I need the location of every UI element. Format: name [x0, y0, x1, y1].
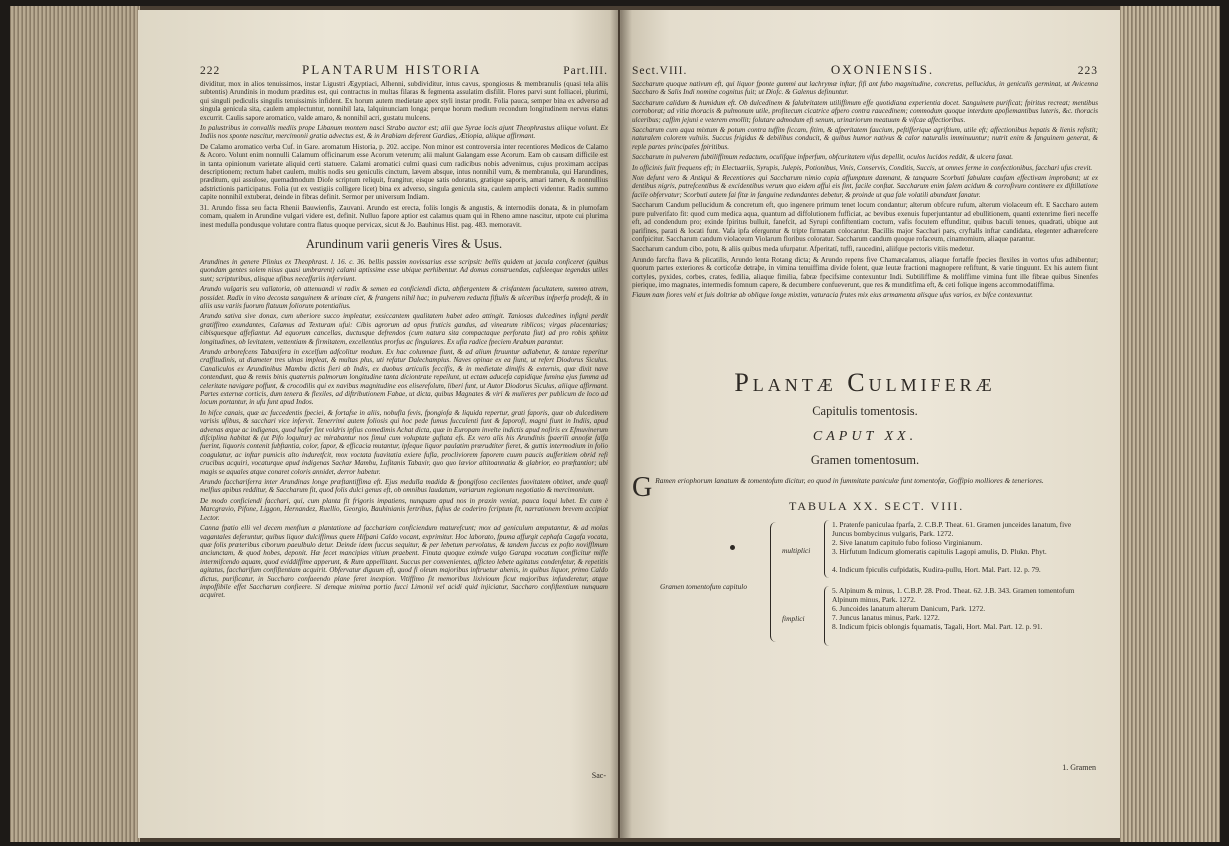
- list-item: 7. Juncus lanatus minus, Park. 1272.: [832, 612, 940, 622]
- chapter-title: Gramen tomentosum.: [810, 452, 920, 467]
- list-item: 2. Sive lanatum capitulo fubo folioso Virginianum.: [832, 537, 983, 547]
- chapter-intro: [632, 471, 1098, 503]
- paragraph: Arundo sativa sive donax, cum uberiore succo impleatur, exsiccantem qualitatem habet adeo attingit. Taniosas dulcedines infigni perdit gratiffimo exundantes, Calamus ad Texturam ufui: Cibis agrorum ad opus fruticis gandus, ad vinearum riblicos; virgas placentarias; cibisquesque affefiantur. Ad equorum cancellas, ductusque defrendos (cum natura sita compactaque perforata fiut) ad pro robis sphinx longitudines, ob levitatem, vettentiam & firmitatem, excellentius prorfus ac fingulares. Ex ufia radice fpeciem Arabum parantur.: [200, 312, 608, 346]
- paragraph: Arundo arborefcens Tabaxifera in excelfum adfcolitur modum. Ex hac columnae fiunt, & ad alium ftruuntur adlabetur, & tantae reperitur craffitudinis, ut diameter tres ulnas impleat, & multas plus, uti refatur Dalechampius. Naves opinae ex ea fiunt, ut refert Diodorus Siculus. Canaliculos ex Arundinibus Mambu dictis fieri ab Indis, ex duobus articulis feccifis, & in medietate dimifis & externis, quæ dixit nave contendunt, qua & remis binis quaternis palmorum longitudine tanta diciontrate repeilunt, ut ectam aducefa capidique fumina ejus fumma ad celeritate navigare poffunt, & crocodilis qui ex navibus magnitudine eos eliserefolum, liberi funt, ut Autor Diodorus Siculus, aliique affirmant. Partes externæ corticis, dum tenera & flexiles, ad diftributionem Fabae, ut dicta, quibus Magnates & viri & mulieres per publicum de loco ad locum portantur, in ufu funt apud Indos.: [200, 347, 608, 407]
- paragraph: dividitur, mox in alios tenuissimos, instar Ligustri Ægyptiaci, Alhenni, subdividitur, intus cavus, spongiosus & membranulis (quasi tela aliis subtentis) Arundinis in modum præditus est, qui contractus in multas filaras & fegmenta assulatim disfilit. Flores parvi sunt folliacei, plurimi, qui singuli pediculis singulis tenuissimis infident. Ex horum autem medietate apex styli instar prodit. Folia pauca, semper bina ex adverso ad singula geniculа sita, caulem amplectuntur, nonnihil lata, lalquinunciam longa; perque horum medium recondum longitudinem nervus elatus excurrit. Caulis sapore aromatico, valde amaro, & nonnihil acri, gustatu mulcens.: [200, 80, 608, 122]
- list-item: 6. Juncoides lanatum alterum Danicum, Park. 1272.: [832, 603, 986, 613]
- section-label: Sect.VIII.: [632, 65, 688, 77]
- paragraph: Arundines in genere Plinius ex Theophrast. l. 16. c. 36. bellis passim novissarius esse scripsit: bellis quidem ut jacula conficeret (quibus quondam gentes solem nisus quasi umbrarent) calami aptissime esse ubique perhibentur. Ad domus construendas, cafsleeque tegendas utiles sunt; scripturibus, alisque ufibus neceffariis inferviunt.: [200, 257, 608, 283]
- table-title: TABULA XX. SECT. VIII.: [788, 498, 965, 513]
- paragraph: In palustribus in convallis mediis prope Libanum montem nasci Strabo auctor est; alii que Syrae locis ajunt Theophrastus aliique volunt. Ex Indiis nos sponte nascitur, mercimonii gratia advectus est, & in Arabiam deferent Gardias, Ætiopia, aliique affirmant.: [200, 124, 608, 141]
- branch-label: fimplici: [782, 613, 805, 623]
- left-page: [138, 10, 618, 838]
- right-page: [620, 10, 1120, 838]
- section-title: Arundinum varii generis Vires & Usus.: [305, 236, 503, 251]
- classification-table: [632, 520, 1098, 650]
- paragraph: Arundo facchariferra inter Arundinas longe præftantiffima eft. Ejus medulla madida & fpongifoso cecilentes fuovitatem obtinet, unde quafi melfius apibus redditur, & Saccharum fit, quod folis dulci genus eft, ob omnibus laudatum, variarum regionum negotiatio & mercimonium.: [200, 478, 608, 495]
- tree-root: Gramen tomentofum capitulo: [660, 581, 748, 591]
- running-title: OXONIENSIS.: [830, 62, 935, 77]
- ornament-dot: [730, 545, 735, 550]
- paragraph: De Calamo aromatico verba Cuf. in Gare. aromatum Historia, p. 202. accipe. Non minor est controversia inter recentiores Medicos de Calamo & Acoro. Volunt enim nonnulli Calamum officinarum esse Acorum veterum; alii malunt Galangam esse Acorum. Eam ob causam difficile est in tanta opinionum varietate aliquid certi statuere. Calami aromatici culmi quasi cum radicibus nobis advenimus, cujus proximam accipas descriptionem; rectum habet caulem, multis nodis seu geniculis cinctum, lævem absque, intus nonnihil vum, & membranula, qui Harundines, præditum, qui assulose, quemadmodum Diofe scriptum reliquit, frangitur, eisque satis odoratus, gratique saporis, amari tamen, & nonnullius adstrictionis participatus. Folia (ut ex vestigiis colligere licet) bina ex adverso, singula genicula sita, caulem amplecti videntur. Radix summo capite nonnihil extuberat, deinde in fibras definit. Sermor per universum Indiam.: [200, 142, 608, 202]
- running-title: PLANTARUM HISTORIA: [301, 62, 482, 77]
- paragraph: Canna fpatio elli vel decem menfium a plantatione ad facchariam conficiendum maturefcunt; mox ad geniculum amputantur, & ad molas vagantales deferuntur, quibus liquor dulciffimus quem Hifpani Caldo vocant, exprimitur. Hoc laborato, fpuma affurgit cephafa Cagafa vocata, quæ folis præteribus ciborum paeulbulo detur. Deinde idem fuccus sequitur, & per lebetum pervolatus, & tandem fuccus ex pofto novifflmum anciunctam, & quod hobes, deponit. Hæ fecet mancipias vitium praebent. Finuta quoque eximde vulgo Garapa vocatum confficitur mifle intermifcendo aquam, quod eviddiffime apperunt, & Rum appellitant. Succus per convenientes, afficteo lebete agitatus condenfetur, & repetitis agitatus, faccharifum confiftentiam acquirit. Obfervatur diguum eft, quod fi oleum majoribus inftruetur ahenis, in quibus liquor, primo Caldo dictus, purificatur, in Succharo confaeendo plane feret inexpion. Vitiffimo fit memoribus lixivioum ficut majoribus infunderetur, atque impoffibile effet Saccharum confieere. Si demque minima portio fucci Limonii vel acidi quid injiciatur, Saccharo confiftentium nunquam acquiret.: [200, 524, 608, 600]
- paragraph: 31. Arundo fissa seu facta Rhenii Bauwienfis, Zauvani. Arundo est erecta, foliis longis & angustis, & internodiis donata, & in plumofam comam, qualem in Arundine vulgari videre est, definit. Nulluo fapore aptior est calamus quam qui in Rheno amne nascitur, utpote cui plurima inest medulla pondusque volutare contra flatus quoque pervicax, sicut & Jo. Bauhinus Hist. pag. 483. memoravit.: [200, 203, 608, 229]
- paragraph: In officinis fuiit frequens eft; in Electuariis, Syrupis, Julepis, Potionibus, Vinis, Conservis, Conditis, Succis, ut omnes ferme in confectionibus, facchari ufus crevit.: [632, 163, 1093, 172]
- branch-label: multiplici: [782, 545, 811, 555]
- paragraph: Arundo farcfta flava & plicatilis, Arundo lenta Rotang dicta; & Arundo repens five Chamæcalamus, aliaque fortaffe fpecies flexiles in vortos ufus adhibentur; quorum partes exteriores & corticofæ detraþe, in vimina tenuiffima divide folent, quæ leutæ fractioni magnopere refiftunt, & varie tinguunt. Ex his autem fiunt cortyles, pyxides, corbes, crates, fedilia, aliaque fimilia, fabræ fpecifsime contexuntur Indi. Subtiliffime & moliffime vimina funt ille fibrae quibus Sinenfes pierique, imo magnates, intermedis fomnum capere, & decumbere confueverunt, que res & munditfima eft, & ceti folique ingens accommodatiffima.: [632, 255, 1098, 289]
- brace-sub: [824, 586, 831, 646]
- running-head-right: [632, 62, 1098, 78]
- catchword: Sac-: [591, 771, 606, 780]
- paragraph: Saccharum cum aqua mixtum & potum contra tuffim ficcam, fitim, & afperitatem faucium, peftifferique agriftium, utile eft; affectionibus hepatis & lienis refistit; naturalem colorem vulniis. Succus frigidus & debilibus conducit, & quibus humor nativus & calor naturalis imminuuntur; nutrit enim & fanguinem generat, & reple partes principales fpiritibus.: [632, 126, 1098, 151]
- page-number: 223: [1077, 65, 1098, 77]
- paragraph: Arundo vulgaris seu vallatoria, ob attenuandi vi radix & semen ea conficiendi dicta, abftergentem & crisfantem facultatem, summo atrem, possidet. Radix in vino decosta sanguinem & urinam ciet, & frangens nihil hac; in pulverem reducta fiftulis & ulceribus infperfa prodeft, & in aliis usu variis fuorum flatuum foliorum potentialius.: [200, 285, 608, 310]
- catchword: 1. Gramen: [1062, 763, 1096, 772]
- drop-cap: G: [632, 471, 653, 503]
- paragraph: Non defunt vero & Antiqui & Recentiores qui Saccharum nimio copia affumptum damnant, & tanquam Scorbuti fabulam caufam effectivam improbant; ut ex dentibus nigris, putrefcentibus & excidentibus verum quo eidem affui eis fint, facile conftat. Saccharum enim falem acidum & corrofivum continere ex diftillatione facile obfervatur; Scorbuti autem fai fitæ in fanguine redundantes debetur, & proinde ut qua fale volatili abundant fanatur.: [632, 174, 1098, 199]
- paragraph: Saccharum candum cibo, potu, & aliis quibus meda ufurpatur. Afperitatí, tuffi, raucedini, aliifque pectoris vitiis medetur.: [632, 245, 975, 254]
- paragraph: Saccharum calidum & humidum eft. Ob dulcedinem & falubritatem utiliffimum effe quotidiana experientia docet. Sanguinem purificat; fpiritus recreat; mentibus corroborat; ad vitia thoracis & pulmonum utile, profitecum cicatrice afpero contra raucedinem; commodum quoque interdum apofiemantibus luteris, &c. thoracis ulceribus; caffim jejuni e veterem emollit; folutare admodum eft senum, urinariorum meatuum & vifcae affectioribus.: [632, 98, 1098, 124]
- paragraph: Fiaum nam fiores vehi et fuis doltriæ ab oblique longe mixtim, vaturacia frutes mix eius armamenta alisque ufus varios, ex bifce contexuntur.: [632, 291, 1033, 300]
- paragraph: De modo conficiendi facchari, qui, cum planta fit frigoris impatiens, nunquam apud nos in praxin veniat, pauca loqui lubet. Ex cum è Marcgravio, Pifone, Liggon, Hernandez, Ruellio, Georgio, Bauhinianis fertribus, fufius de coderiro fcriptum fit, narrationem brevem accipiat Lector.: [200, 496, 608, 522]
- list-item: 5. Alpinum & minus, 1. C.B.P. 28. Prod. Theat. 62. J.B. 343. Gramen tomentofum Alpinum minus, Park. 1272.: [832, 585, 1075, 604]
- paragraph: In hifce canais, quæ ac fuccedentis fpeciei, & fortafse in aliis, nobufla fevis, fpongiofa & liquida repertur, grati faporis, quæ ob dulcedinem varisis ufibus, & sacchari vice infervit. Tenerrimi autem foliosis qui hoc pede fumus fucculenti funt & faporofi, magni fiunt in Indiis, apud advenas æque ac indigenas, quod hafer fint voldris ipfius comedimis Achat dicta, quæ in Europam invelte indictis apud nofiris ex Efmuvinerum difciplina habitat & (ut Pifo loquitur) ac mirabantur nos fimul cum voluptate guftata efs. Ex vero alis his Arundinis fpaerili annofæ falfa fuerint, liquoris contenit fubftantia, color, fapor, & efficacia mutantur, ipfeque liquor paulatim prærudtiter fieret, & guttis intermodium in folio coagulatur, ac inftar pumicis alto induretfcit, mox voctata fuavitatia exiere fufla, procliviorem faporem cuum paucis aufferitiem obrid refi crucibus acquiri, vocaturque apud indigenas Sachar Mambu, Lufitanis Tabaxir, quo quo lævior altitoannatia & glabrior, eo præftantior; ubi magis se aquales atque conaret coloris annidet, derror habetur.: [200, 408, 608, 476]
- paragraph: Saccharum Candum pellucidum & concretum eft, quo ingenere primum tenet locum condantur; alterum obfcure rufum, alterum violaceum eft. E Saccharo autem pure pulverifato fit: quod cum medica aqua, quantum ad diffolutionem fufficiat, ac bevibus exenuis fuperjuntantur ad ebullitionem, quanti extenrime fieri neceffe eft, ad condendum pro; exinde fpiritus bulluit, fanefcit, ad Syrupi confiftentiam coctum, vafis focutem effunditur, quibus baculi tenues, quadrati, ubique aut parifines, parati & locati funt. Vafa ipfa eferguntur & tripte firmatam colocantur. Bacillis major Sacchari pars, cryftalls inftar candidata, elegenter adhærefcere confpicitur. Saccharum candum violaceum Violarum floribus coloratur. Saccharum candum quoque rofaceum, cinamomium, aliaque parantur.: [632, 201, 1098, 243]
- brace-sub: [824, 520, 831, 578]
- list-item: 8. Indicum fpicis oblongis fquamatis, Tagali, Hort. Mal. Part. 12. p. 91.: [832, 621, 1043, 631]
- plate-title: Plantæ Culmiferæ: [734, 367, 996, 397]
- page-number: 222: [200, 65, 221, 77]
- page-edges-left: [10, 6, 140, 842]
- list-item: 3. Hirfutum Indicum glomeratis capitulis Lagopi amulis, D. Plukn. Phyt.: [832, 546, 1047, 556]
- brace-main: [770, 522, 779, 642]
- list-item: 1. Pratenfe paniculaa fparfa, 2. C.B.P. Theat. 61. Gramen junceides lanatum, five Juncus bombycinus vulgaris, Park. 1272.: [832, 519, 1072, 538]
- intro-text: Ramen eriophorum lanatum & tomentofum dicitur, eo quod in fummitate paniculæ funt tomentofæ, Goffipio molliores & teneriores.: [655, 475, 1044, 485]
- book-gutter: [610, 10, 632, 838]
- chapter-heading: CAPUT XX.: [812, 428, 918, 444]
- page-edges-right: [1120, 6, 1220, 842]
- part-label: Part.III.: [563, 65, 608, 77]
- list-item: 4. Indicum fpiculis cufpidatis, Kudira-pullu, Hort. Mal. Part. 12. p. 79.: [832, 564, 1041, 574]
- open-book: [10, 6, 1220, 842]
- paragraph: Saccharum quoque nativum eft, qui liquor fponte gummi aut lachrymæ inftar, fifi ant fubo magnitudine, concretus, pellucidus, in geniculis germinat, ut Avicenna Saccharo & Salis Indi nomine cognitus fuit; ut Diofc. & Galenus definuntur.: [632, 80, 1098, 97]
- plate-subtitle: Capitulis tomentosis.: [812, 403, 918, 418]
- running-head-left: [200, 62, 608, 78]
- paragraph: Saccharum in pulverem fubtiliffimum redactum, oculifque infperfum, obfcuritatem vifus depellit, oculos lucidos reddit, & ulcera fanat.: [632, 153, 1014, 162]
